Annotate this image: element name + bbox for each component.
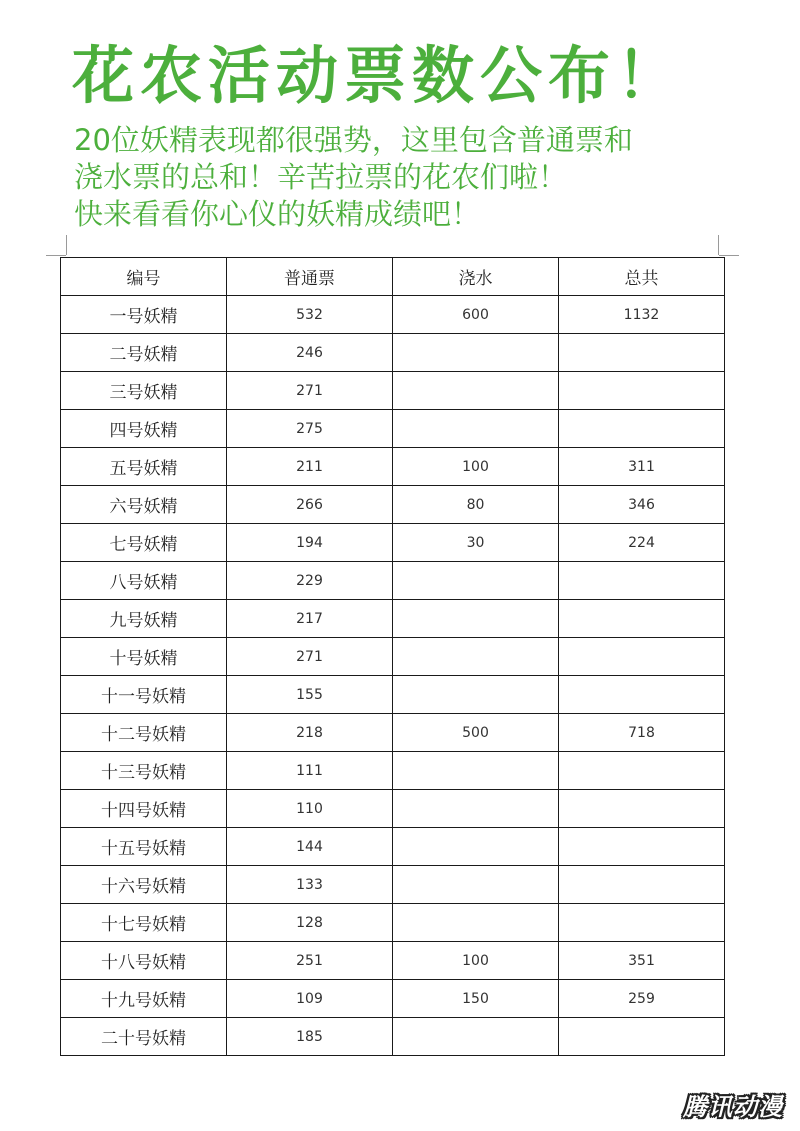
normal-votes-cell: 218 (227, 714, 393, 752)
normal-votes-cell: 109 (227, 980, 393, 1018)
total-votes-cell (559, 676, 725, 714)
watering-votes-cell (393, 334, 559, 372)
total-votes-cell (559, 790, 725, 828)
total-votes-cell (559, 904, 725, 942)
total-votes-cell (559, 372, 725, 410)
table-row (61, 638, 725, 676)
table-row (61, 752, 725, 790)
normal-votes-cell: 532 (227, 296, 393, 334)
normal-votes-cell: 251 (227, 942, 393, 980)
table-row (61, 904, 725, 942)
watering-votes-cell: 600 (393, 296, 559, 334)
crop-mark-left-h (46, 255, 66, 256)
header-id: 编号 (61, 258, 227, 296)
watering-votes-cell: 100 (393, 942, 559, 980)
fairy-name-cell: 十二号妖精 (61, 714, 227, 752)
table-row (61, 980, 725, 1018)
fairy-name-cell: 十七号妖精 (61, 904, 227, 942)
crop-mark-right (718, 235, 719, 255)
page-title: 花农活动票数公布！ (72, 39, 685, 112)
total-votes-cell (559, 410, 725, 448)
table-body (61, 296, 725, 1056)
subtitle-line: 浇水票的总和！辛苦拉票的花农们啦！ (74, 160, 568, 194)
fairy-name-cell: 十五号妖精 (61, 828, 227, 866)
total-votes-cell (559, 638, 725, 676)
total-votes-cell: 351 (559, 942, 725, 980)
normal-votes-cell: 266 (227, 486, 393, 524)
watering-votes-cell: 500 (393, 714, 559, 752)
watering-votes-cell (393, 410, 559, 448)
total-votes-cell: 718 (559, 714, 725, 752)
total-votes-cell (559, 828, 725, 866)
table-row (61, 448, 725, 486)
watering-votes-cell (393, 562, 559, 600)
watering-votes-cell (393, 676, 559, 714)
header-watering: 浇水 (393, 258, 559, 296)
crop-mark-right-h (719, 255, 739, 256)
table-row (61, 372, 725, 410)
watering-votes-cell: 100 (393, 448, 559, 486)
normal-votes-cell: 155 (227, 676, 393, 714)
watering-votes-cell: 150 (393, 980, 559, 1018)
normal-votes-cell: 275 (227, 410, 393, 448)
normal-votes-cell: 229 (227, 562, 393, 600)
table-row (61, 828, 725, 866)
fairy-name-cell: 一号妖精 (61, 296, 227, 334)
normal-votes-cell: 271 (227, 372, 393, 410)
fairy-name-cell: 五号妖精 (61, 448, 227, 486)
watering-votes-cell (393, 372, 559, 410)
normal-votes-cell: 271 (227, 638, 393, 676)
fairy-name-cell: 十九号妖精 (61, 980, 227, 1018)
total-votes-cell: 224 (559, 524, 725, 562)
watering-votes-cell (393, 904, 559, 942)
total-votes-cell (559, 600, 725, 638)
total-votes-cell: 1132 (559, 296, 725, 334)
subtitle (74, 122, 754, 233)
watering-votes-cell: 80 (393, 486, 559, 524)
fairy-name-cell: 八号妖精 (61, 562, 227, 600)
watering-votes-cell (393, 752, 559, 790)
fairy-name-cell: 七号妖精 (61, 524, 227, 562)
table-row (61, 562, 725, 600)
total-votes-cell (559, 562, 725, 600)
fairy-name-cell: 十三号妖精 (61, 752, 227, 790)
fairy-name-cell: 十六号妖精 (61, 866, 227, 904)
total-votes-cell (559, 334, 725, 372)
normal-votes-cell: 211 (227, 448, 393, 486)
normal-votes-cell: 144 (227, 828, 393, 866)
fairy-name-cell: 十八号妖精 (61, 942, 227, 980)
normal-votes-cell: 194 (227, 524, 393, 562)
fairy-name-cell: 十号妖精 (61, 638, 227, 676)
watering-votes-cell (393, 866, 559, 904)
table-row (61, 410, 725, 448)
watering-votes-cell (393, 790, 559, 828)
fairy-name-cell: 十四号妖精 (61, 790, 227, 828)
table-row (61, 600, 725, 638)
total-votes-cell: 311 (559, 448, 725, 486)
watering-votes-cell (393, 1018, 559, 1056)
total-votes-cell: 346 (559, 486, 725, 524)
table-row (61, 866, 725, 904)
tencent-comic-logo: 腾讯动漫 (683, 1093, 783, 1121)
watering-votes-cell: 30 (393, 524, 559, 562)
fairy-name-cell: 二十号妖精 (61, 1018, 227, 1056)
table-row (61, 942, 725, 980)
watering-votes-cell (393, 600, 559, 638)
fairy-name-cell: 三号妖精 (61, 372, 227, 410)
subtitle-line: 快来看看你心仪的妖精成绩吧！ (74, 197, 481, 231)
normal-votes-cell: 133 (227, 866, 393, 904)
fairy-name-cell: 十一号妖精 (61, 676, 227, 714)
fairy-name-cell: 六号妖精 (61, 486, 227, 524)
table-row (61, 524, 725, 562)
table-row (61, 334, 725, 372)
normal-votes-cell: 111 (227, 752, 393, 790)
normal-votes-cell: 110 (227, 790, 393, 828)
header-total: 总共 (559, 258, 725, 296)
table-row (61, 296, 725, 334)
table-row (61, 714, 725, 752)
table-row (61, 486, 725, 524)
table-header-row (61, 258, 725, 296)
watering-votes-cell (393, 828, 559, 866)
subtitle-line: 20位妖精表现都很强势，这里包含普通票和 (74, 123, 633, 157)
normal-votes-cell: 128 (227, 904, 393, 942)
fairy-name-cell: 九号妖精 (61, 600, 227, 638)
total-votes-cell: 259 (559, 980, 725, 1018)
watering-votes-cell (393, 638, 559, 676)
crop-mark-left (66, 235, 67, 255)
normal-votes-cell: 246 (227, 334, 393, 372)
normal-votes-cell: 217 (227, 600, 393, 638)
fairy-name-cell: 二号妖精 (61, 334, 227, 372)
table-row (61, 790, 725, 828)
vote-table (60, 257, 725, 1056)
total-votes-cell (559, 1018, 725, 1056)
fairy-name-cell: 四号妖精 (61, 410, 227, 448)
header-normal-votes: 普通票 (227, 258, 393, 296)
table-row (61, 1018, 725, 1056)
total-votes-cell (559, 866, 725, 904)
total-votes-cell (559, 752, 725, 790)
table-row (61, 676, 725, 714)
normal-votes-cell: 185 (227, 1018, 393, 1056)
